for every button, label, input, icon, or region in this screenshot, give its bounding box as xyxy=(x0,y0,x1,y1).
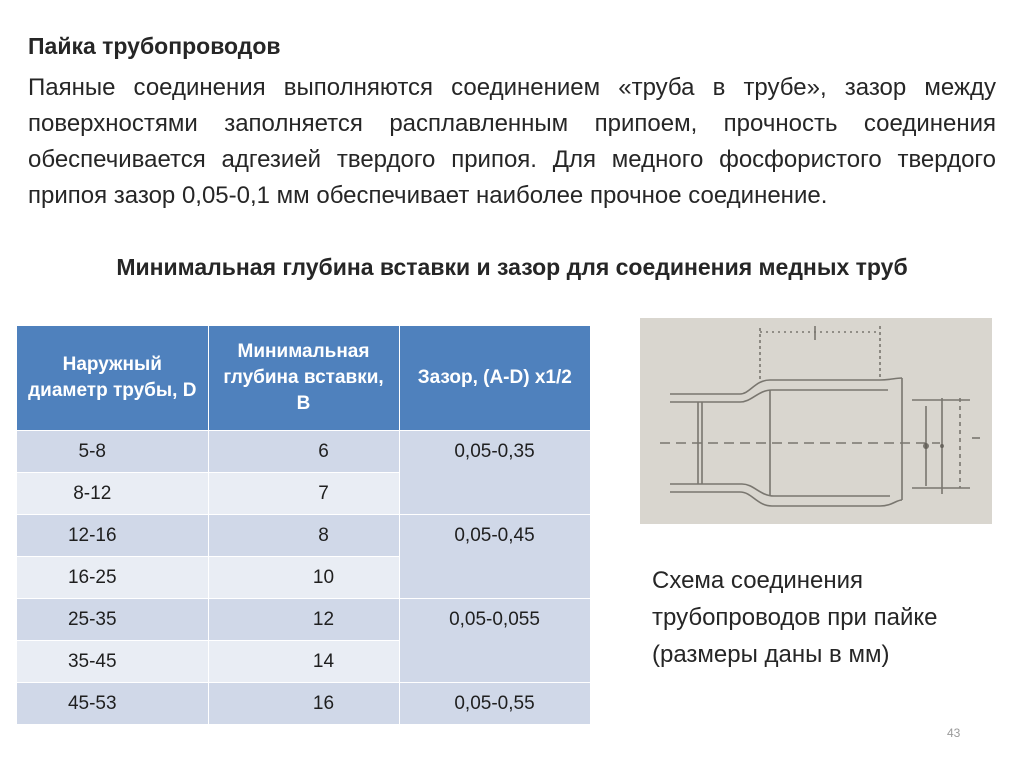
cell-diameter: 12-16 xyxy=(17,515,208,557)
cell-depth: 10 xyxy=(208,557,399,599)
table-title: Минимальная глубина вставки и зазор для соединения медных труб xyxy=(116,254,908,280)
header-gap: Зазор, (A-D) x1/2 xyxy=(399,326,590,431)
cell-diameter: 16-25 xyxy=(17,557,208,599)
pipe-joint-sketch xyxy=(640,318,992,524)
figure-caption: Схема соединения трубопроводов при пайке (размеры даны в мм) xyxy=(652,567,938,668)
header-outer-diameter: Наружный диаметр трубы, D xyxy=(17,326,208,431)
pipe-spec-table xyxy=(17,326,591,724)
cell-gap: 0,05-0,45 xyxy=(399,515,590,599)
cell-diameter: 25-35 xyxy=(17,599,208,641)
cell-depth: 14 xyxy=(208,641,399,683)
pipe-joint-drawing xyxy=(640,318,992,524)
table-row xyxy=(17,599,590,641)
table-header-row xyxy=(17,326,590,431)
table-row xyxy=(17,515,590,557)
cell-depth: 16 xyxy=(208,683,399,725)
cell-gap: 0,05-0,35 xyxy=(399,431,590,515)
cell-diameter: 45-53 xyxy=(17,683,208,725)
header-insertion-depth: Минимальная глубина вставки, B xyxy=(208,326,399,431)
page-number: 43 xyxy=(947,726,961,740)
cell-depth: 8 xyxy=(208,515,399,557)
cell-gap: 0,05-0,055 xyxy=(399,599,590,683)
table-row xyxy=(17,431,590,473)
cell-depth: 6 xyxy=(208,431,399,473)
cell-depth: 7 xyxy=(208,473,399,515)
slide-heading: Пайка трубопроводов xyxy=(28,33,281,59)
cell-diameter: 8-12 xyxy=(17,473,208,515)
cell-diameter: 35-45 xyxy=(17,641,208,683)
cell-gap: 0,05-0,55 xyxy=(399,683,590,725)
body-paragraph: Паяные соединения выполняются соединением «труба в трубе», зазор между поверхностями заполняется расплавленным припоем, прочность соединения обеспечивается адгезией твердого припоя. Для медного фосфористого твердого припоя зазор 0,05-0,1 мм обеспечивает наиболее прочное соединение. xyxy=(28,74,996,209)
table-row xyxy=(17,683,590,725)
cell-depth: 12 xyxy=(208,599,399,641)
cell-diameter: 5-8 xyxy=(17,431,208,473)
